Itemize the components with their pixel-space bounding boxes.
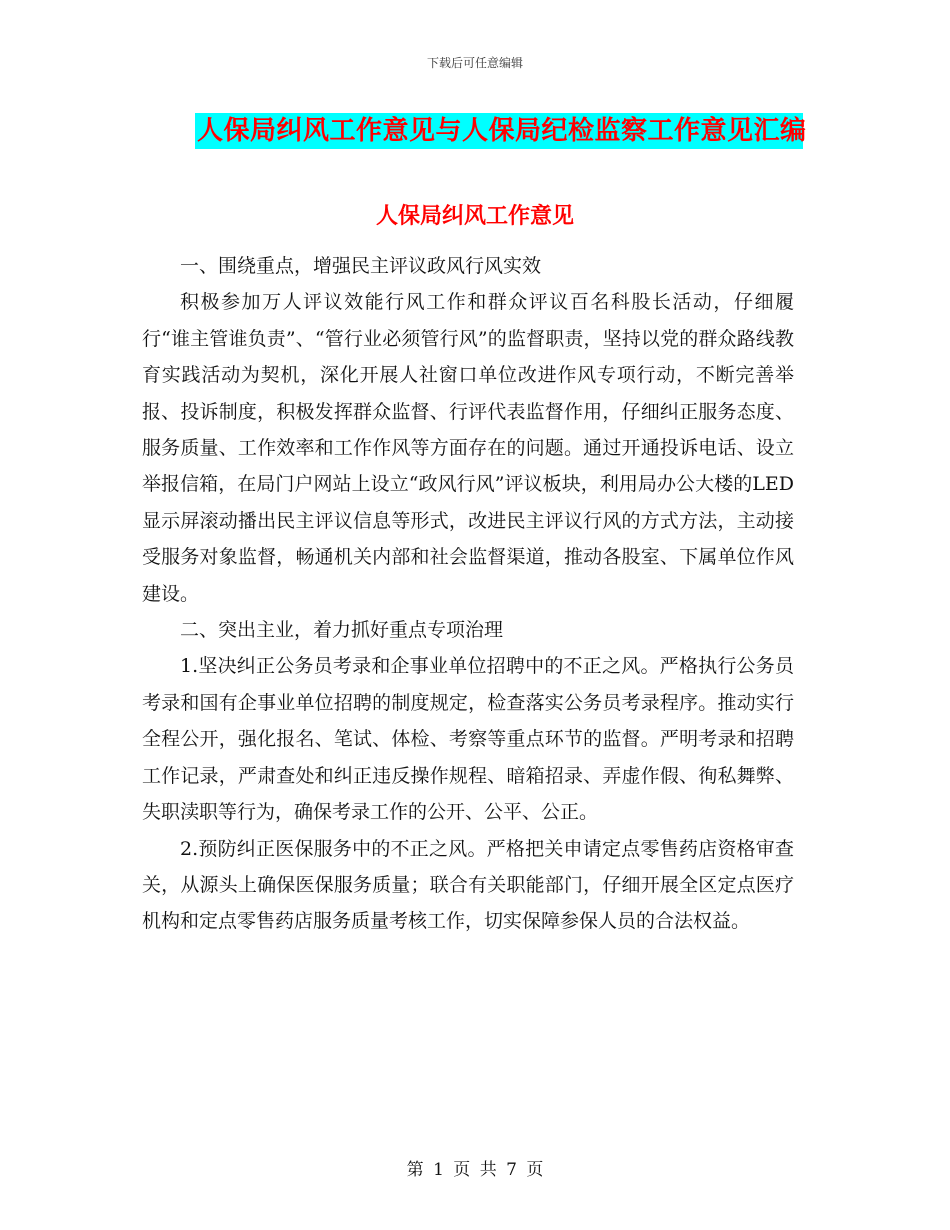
- document-body: [142, 248, 794, 940]
- paragraph-heading-1: 一、围绕重点，增强民主评议政风行风实效: [180, 255, 542, 277]
- main-title-container: [195, 113, 807, 149]
- page-footer: 第 1 页 共 7 页: [406, 1160, 544, 1180]
- paragraph: 积极参加万人评议效能行风工作和群众评议百名科股长活动，仔细履行“谁主管谁负责”、“管行业必须管行风”的监督职责，坚持以党的群众路线教育实践活动为契机，深化开展人社窗口单位改进作风专项行动，不断完善举报、投诉制度，积极发挥群众监督、行评代表监督作用，仔细纠正服务态度、服务质量、工作效率和工作作风等方面存在的问题。通过开通投诉电话、设立举报信箱，在局门户网站上设立“政风行风”评议板块，利用局办公大楼的LED显示屏滚动播出民主评议信息等形式，改进民主评议行风的方式方法，主动接受服务对象监督，畅通机关内部和社会监督渠道，推动各股室、下属单位作风建设。: [142, 291, 794, 605]
- section-title: 人保局纠风工作意见: [375, 204, 574, 229]
- paragraph-heading-2: 二、突出主业，着力抓好重点专项治理: [180, 619, 504, 642]
- main-title: 人保局纠风工作意见与人保局纪检监察工作意见汇编: [195, 113, 803, 149]
- paragraph: 2.预防纠正医保服务中的不正之风。严格把关申请定点零售药店资格审查关，从源头上确保医保服务质量；联合有关职能部门，仔细开展全区定点医疗机构和定点零售药店服务质量考核工作，切实保障参保人员的合法权益。: [142, 837, 794, 933]
- paragraph: 1.坚决纠正公务员考录和企事业单位招聘中的不正之风。严格执行公务员考录和国有企事业单位招聘的制度规定，检查落实公务员考录程序。推动实行全程公开，强化报名、笔试、体检、考察等重点环节的监督。严明考录和招聘工作记录，严肃查处和纠正违反操作规程、暗箱招录、弄虚作假、徇私舞弊、失职渎职等行为，确保考录工作的公开、公平、公正。: [142, 655, 794, 824]
- header-note: 下载后可任意编辑: [426, 56, 523, 70]
